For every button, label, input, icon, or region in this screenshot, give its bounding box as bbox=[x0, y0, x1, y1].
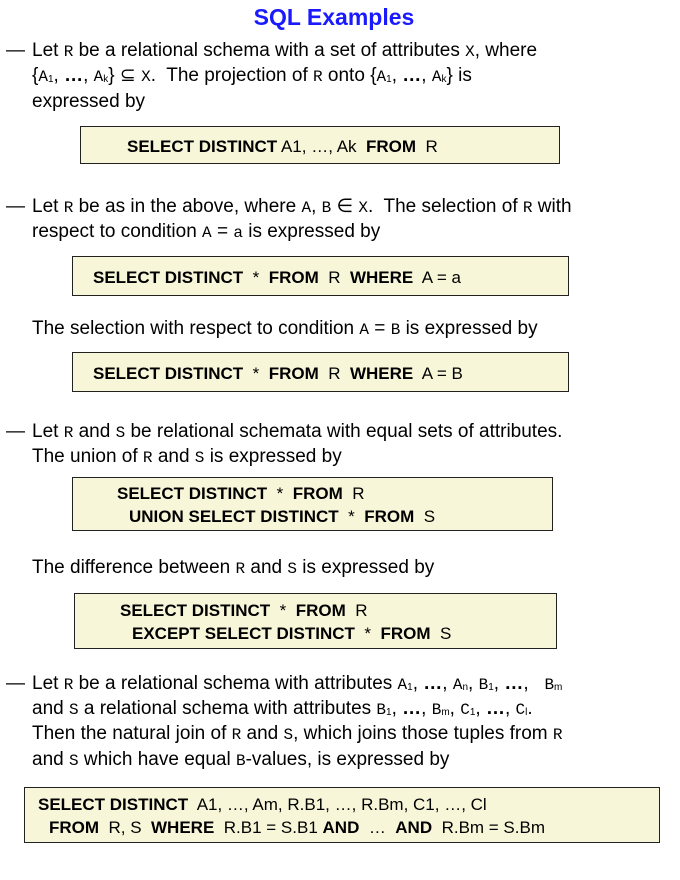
page-title: SQL Examples bbox=[253, 4, 415, 30]
paragraph-6-line-2: and S a relational schema with attributes B1, …, Bm, C1, …, Cl. bbox=[32, 698, 533, 719]
sql-union-box bbox=[72, 477, 553, 531]
sql-difference-box bbox=[74, 593, 557, 649]
sql-join-row-1: SELECT DISTINCT A1, …, Am, R.B1, …, R.Bm, C1, …, Cl bbox=[38, 795, 487, 814]
dash-bullet: — bbox=[6, 40, 25, 61]
sql-difference-row-2: EXCEPT SELECT DISTINCT * FROM S bbox=[132, 624, 452, 643]
sql-natural-join-box bbox=[24, 787, 660, 843]
sql-union-row-1: SELECT DISTINCT * FROM R bbox=[117, 484, 365, 503]
paragraph-4-line-2: The union of R and S is expressed by bbox=[32, 446, 342, 467]
paragraph-3: The selection with respect to condition A = B is expressed by bbox=[32, 318, 538, 339]
dash-bullet: — bbox=[6, 421, 25, 442]
paragraph-1-line-1: — Let R be a relational schema with a set of attributes X, where bbox=[6, 40, 538, 61]
dash-bullet: — bbox=[6, 673, 25, 694]
paragraph-6-line-1: — Let R be a relational schema with attributes A1, …, An, B1, …, Bm bbox=[6, 673, 563, 694]
paragraph-2-line-1: — Let R be as in the above, where A, B ∈ X. The selection of R with bbox=[6, 196, 572, 217]
paragraph-6-line-3: Then the natural join of R and S, which joins those tuples from R bbox=[32, 723, 563, 744]
sql-union-row-2: UNION SELECT DISTINCT * FROM S bbox=[129, 507, 436, 526]
sql-difference-row-1: SELECT DISTINCT * FROM R bbox=[120, 601, 368, 620]
sql-selection-constant-box: SELECT DISTINCT * FROM R WHERE A = a bbox=[72, 256, 569, 296]
dash-bullet: — bbox=[6, 196, 25, 217]
paragraph-5: The difference between R and S is expressed by bbox=[32, 557, 435, 578]
paragraph-4-line-1: — Let R and S be relational schemata with equal sets of attributes. bbox=[6, 421, 563, 442]
paragraph-2-line-2: respect to condition A = a is expressed by bbox=[32, 221, 381, 242]
sql-projection-box: SELECT DISTINCT A1, …, Ak FROM R bbox=[80, 126, 560, 164]
paragraph-1-line-3: expressed by bbox=[32, 91, 146, 112]
sql-join-row-2: FROM R, S WHERE R.B1 = S.B1 AND … AND R.Bm = S.Bm bbox=[49, 818, 545, 837]
paragraph-1-line-2: {A1, …, Ak} ⊆ X. The projection of R onto {A1, …, Ak} is bbox=[32, 65, 472, 86]
paragraph-6-line-4: and S which have equal B-values, is expressed by bbox=[32, 749, 450, 770]
sql-selection-attribute-box: SELECT DISTINCT * FROM R WHERE A = B bbox=[72, 352, 569, 392]
